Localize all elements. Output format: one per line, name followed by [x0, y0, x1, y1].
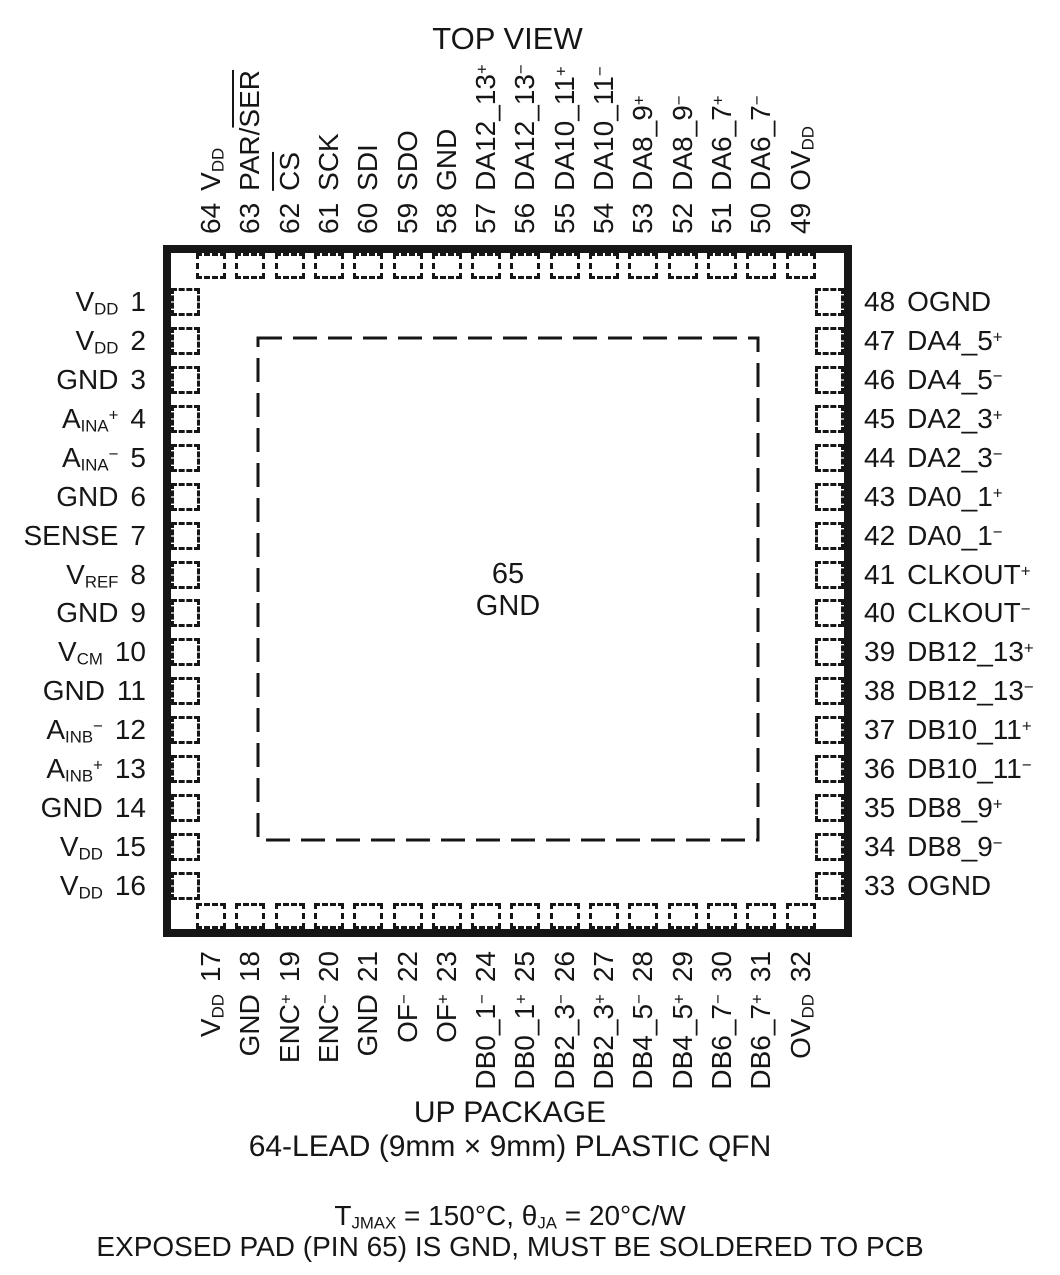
pin-45-label: 45 DA2_3+ [864, 402, 1003, 434]
pin-38-label: 38 DB12_13− [864, 675, 1034, 707]
pin-18-label: GND18 [234, 951, 266, 1057]
pin-61-pad [314, 253, 344, 279]
pin-2-label: VDD 2 [75, 324, 146, 358]
pin-36-pad [815, 755, 844, 783]
pin-11-pad [171, 677, 200, 705]
pin-25-pad [510, 903, 540, 929]
pin-19-label: ENC+19 [273, 951, 305, 1064]
pin-63-label: $63PAR/\overline{SER}$ [234, 69, 266, 234]
pin-19-pad [275, 903, 305, 929]
pin-5-label: AINA− 5 [61, 441, 146, 475]
pin-48-pad [815, 288, 844, 316]
exposed-pad-label [408, 558, 608, 622]
pin-60-pad [353, 253, 383, 279]
pin-41-pad [815, 561, 844, 589]
pin-27-label: DB2_3+27 [588, 951, 619, 1090]
pin-58-label: 58GND [430, 128, 462, 234]
pin-37-pad [815, 716, 844, 744]
diagram-title: TOP VIEW [432, 21, 583, 56]
pin-11-label: GND 11 [42, 675, 146, 707]
pin-59-pad [393, 253, 423, 279]
package-name: UP PACKAGE [413, 1096, 607, 1129]
pin-29-label: DB4_5+29 [666, 951, 698, 1090]
pin-22-pad [393, 903, 423, 929]
package-info [0, 1096, 1020, 1164]
pin-51-pad [707, 253, 737, 279]
pin-59-label: 59SDO [391, 130, 423, 234]
pin-16-label: VDD 16 [59, 870, 146, 903]
pin-56-pad [510, 253, 540, 279]
pin-29-pad [668, 903, 698, 929]
pin-3-pad [171, 366, 200, 394]
pin-4-pad [171, 405, 200, 433]
pin-58-pad [432, 253, 462, 279]
pin-22-label: OF−22 [391, 951, 423, 1043]
pin-48-label: 48 OGND [864, 286, 992, 317]
pin-35-pad [815, 794, 844, 822]
pin-6-pad [171, 483, 200, 511]
pin-8-pad [171, 561, 200, 589]
pin-5-pad [171, 444, 200, 472]
pin-54-pad [589, 253, 619, 279]
pin-26-pad [550, 903, 580, 929]
pin-21-label: GND21 [352, 951, 384, 1057]
pin-62-pad [275, 253, 305, 279]
pin-24-pad [471, 903, 501, 929]
pin-25-label: DB0_1+25 [509, 951, 541, 1090]
pin-26-label: DB2_3−26 [548, 951, 580, 1090]
pin-57-pad [471, 253, 501, 279]
pin-4-label: AINA+ 4 [61, 402, 146, 436]
pin-1-pad [171, 288, 200, 316]
pin-28-label: DB4_5−28 [627, 951, 659, 1090]
pin-46-pad [815, 366, 844, 394]
pin-38-pad [815, 677, 844, 705]
pin-43-pad [815, 483, 844, 511]
pin-63-pad [235, 253, 265, 279]
pin-43-label: 43 DA0_1+ [864, 480, 1003, 512]
pin-40-pad [815, 599, 844, 627]
pin-64-pad [196, 253, 226, 279]
pin-54-label: 54DA10_11− [588, 66, 619, 234]
exposed-pad-note: EXPOSED PAD (PIN 65) IS GND, MUST BE SOLDERED TO PCB [96, 1231, 924, 1262]
pin-61-label: 61SCK [312, 133, 344, 234]
pin-64-label: 64VDD [195, 147, 228, 234]
pin-12-label: AINB− 12 [46, 714, 146, 747]
pin-13-label: AINB+ 13 [46, 753, 146, 786]
pin-39-pad [815, 638, 844, 666]
pin-46-label: 46 DA4_5− [864, 363, 1003, 395]
pin-7-label: SENSE 7 [23, 519, 146, 551]
pin-60-label: 60SDI [352, 144, 384, 234]
pin-7-pad [171, 522, 200, 550]
thermal-spec: TJMAX = 150°C, θJA = 20°C/W [334, 1200, 686, 1233]
pin-32-label: OVDD32 [784, 951, 818, 1059]
pin-56-label: 56DA12_13− [509, 64, 541, 234]
pin-21-pad [353, 903, 383, 929]
pin-31-label: DB6_7+31 [745, 951, 777, 1090]
pin-10-pad [171, 638, 200, 666]
pin-17-pad [196, 903, 226, 929]
pin-28-pad [628, 903, 658, 929]
pin-47-pad [815, 327, 844, 355]
pin-44-pad [815, 444, 844, 472]
pin-52-pad [668, 253, 698, 279]
pin-41-label: 41 CLKOUT+ [864, 558, 1031, 590]
pin-6-label: GND 6 [56, 480, 146, 512]
pin-13-pad [171, 755, 200, 783]
pin-45-pad [815, 405, 844, 433]
pin-40-label: 40 CLKOUT− [864, 597, 1031, 629]
pin-53-pad [628, 253, 658, 279]
pin-31-pad [746, 903, 776, 929]
pin-23-pad [432, 903, 462, 929]
pin-27-pad [589, 903, 619, 929]
pin-35-label: 35 DB8_9+ [864, 792, 1003, 824]
pin-33-label: 33 OGND [864, 870, 992, 901]
pin-14-pad [171, 794, 200, 822]
pin-24-label: DB0_1−24 [470, 951, 502, 1090]
pin-42-label: 42 DA0_1− [864, 519, 1003, 551]
pin-12-pad [171, 716, 200, 744]
pin-23-label: OF+23 [430, 951, 462, 1043]
pin-49-label: 49OVDD [784, 126, 818, 234]
pin-51-label: 51DA6_7+ [705, 95, 737, 234]
exposed-pad-number: 65 [491, 558, 525, 590]
pin-55-label: 55DA10_11+ [548, 66, 580, 234]
pin-32-pad [786, 903, 816, 929]
pin-37-label: 37 DB10_11+ [864, 714, 1032, 746]
pin-62-label: $62\overline{CS}$ [273, 151, 305, 234]
pin-49-pad [786, 253, 816, 279]
pin-30-label: DB6_7−30 [705, 951, 737, 1090]
pin-44-label: 44 DA2_3− [864, 441, 1003, 473]
pin-36-label: 36 DB10_11− [864, 753, 1032, 785]
pin-16-pad [171, 872, 200, 900]
pin-9-label: GND 9 [56, 597, 146, 629]
pin-15-label: VDD 15 [59, 831, 146, 864]
pin-2-pad [171, 327, 200, 355]
pin-30-pad [707, 903, 737, 929]
pin-50-label: 50DA6_7− [745, 95, 777, 234]
pin-47-label: 47 DA4_5+ [864, 324, 1003, 356]
pin-20-label: ENC−20 [312, 951, 344, 1064]
pin-55-pad [550, 253, 580, 279]
pin-17-label: VDD17 [195, 951, 228, 1038]
package-notes [0, 1200, 1020, 1262]
pin-1-label: VDD 1 [75, 286, 146, 319]
pin-9-pad [171, 599, 200, 627]
pin-18-pad [235, 903, 265, 929]
pin-20-pad [314, 903, 344, 929]
pin-34-label: 34 DB8_9− [864, 831, 1003, 862]
pin-8-label: VREF 8 [66, 558, 146, 592]
pin-14-label: GND 14 [40, 792, 146, 824]
pin-50-pad [746, 253, 776, 279]
pin-34-pad [815, 833, 844, 861]
pin-10-label: VCM 10 [58, 636, 146, 670]
pin-53-label: 53DA8_9+ [627, 95, 659, 234]
pin-3-label: GND 3 [56, 363, 146, 395]
exposed-pad-name: GND [475, 590, 541, 622]
package-description: 64-LEAD (9mm × 9mm) PLASTIC QFN [248, 1130, 772, 1163]
pin-52-label: 52DA8_9− [666, 95, 698, 234]
pin-33-pad [815, 872, 844, 900]
pin-15-pad [171, 833, 200, 861]
pin-57-label: 57DA12_13+ [470, 64, 502, 234]
pin-42-pad [815, 522, 844, 550]
pin-39-label: 39 DB12_13+ [864, 636, 1034, 668]
